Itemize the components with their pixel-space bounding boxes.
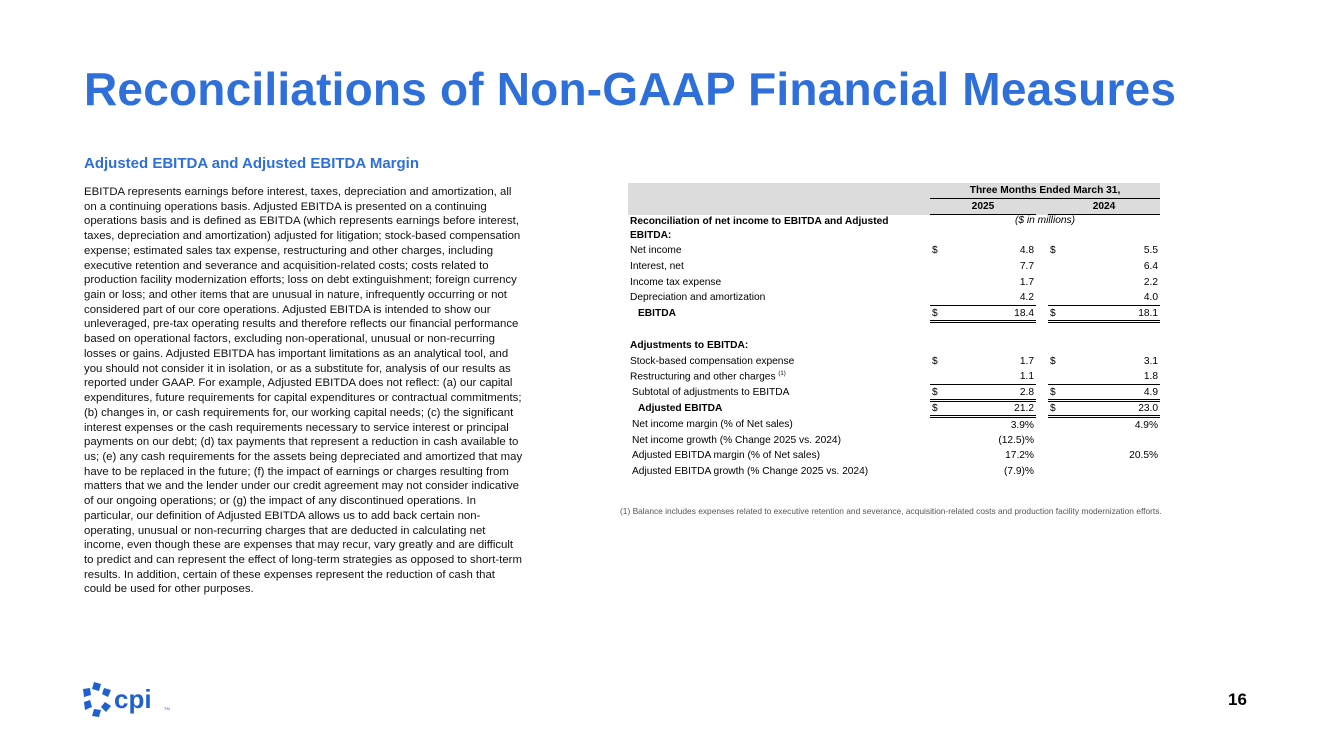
table-row [628,274,1160,290]
row-value-2024: 23.0 [1062,401,1160,417]
row-currency: $ [1048,401,1062,417]
row-value-2025: 7.7 [1019,260,1034,272]
row-value-2025: 1.7 [1019,276,1034,288]
row-currency [930,369,944,385]
section1-heading-row [628,215,1160,243]
row-currency [930,274,944,290]
row-currency: $ [930,385,944,401]
row-label: Restructuring and other charges [630,371,776,383]
section2-heading: Adjustments to EBITDA: [630,339,749,351]
metric-label: Adjusted EBITDA margin (% of Net sales) [632,450,820,462]
row-value-2024: 5.5 [1143,244,1159,256]
row-currency: $ [930,401,944,417]
row-value-2025: 18.4 [944,306,1036,322]
row-value-2024: 6.4 [1143,260,1159,272]
row-currency: $ [1050,244,1056,256]
spacer-row [628,322,1160,338]
metric-value-2025: 3.9% [1010,419,1034,431]
metric-value-2024: 4.9% [1134,419,1159,431]
row-value-2024: 3.1 [1143,355,1159,367]
row-currency: $ [1050,355,1056,367]
ebitda-row [628,306,1160,322]
adjusted-ebitda-row [628,401,1160,417]
reconciliation-table-container [628,183,1160,480]
row-currency: $ [1048,306,1062,322]
row-label: Interest, net [630,260,684,272]
row-currency: $ [932,355,938,367]
row-value-2025: 4.2 [944,290,1036,306]
year-2025-header: 2025 [930,199,1036,215]
footnote-marker: (1) [778,371,786,378]
metric-row [628,432,1160,448]
cpi-logo-tm: TM [164,706,170,711]
table-header-year-row [628,199,1160,215]
row-label: Income tax expense [630,276,722,288]
table-row [628,290,1160,306]
metric-label: Net income margin (% of Net sales) [632,418,793,430]
cpi-logo-mark-icon [83,682,111,717]
table-row [628,243,1160,259]
metric-row [628,464,1160,480]
metric-value-2024 [1048,464,1160,480]
row-currency [1048,369,1062,385]
row-value-2024: 4.0 [1062,290,1160,306]
period-header: Three Months Ended March 31, [930,183,1160,199]
row-value-2024: 2.2 [1143,276,1159,288]
row-currency [1048,290,1062,306]
row-label: Adjusted EBITDA [638,402,723,414]
units-label: ($ in millions) [1015,215,1076,227]
metric-value-2024: 20.5% [1129,450,1159,462]
table-row [628,258,1160,274]
row-label: Depreciation and amortization [630,292,766,304]
metric-value-2025: (7.9)% [1003,466,1034,478]
row-value-2025: 1.1 [944,369,1036,385]
row-value-2025: 2.8 [944,385,1036,401]
row-label: Stock-based compensation expense [630,355,795,367]
row-value-2024: 1.8 [1062,369,1160,385]
table-header-period-row [628,183,1160,199]
section2-heading-row [628,337,1160,353]
row-currency [1048,274,1062,290]
metric-value-2025: (12.5)% [998,434,1034,446]
section1-heading: Reconciliation of net income to EBITDA and Adjusted EBITDA: [630,215,889,241]
row-currency [930,290,944,306]
row-currency: $ [1048,385,1062,401]
section-subtitle: Adjusted EBITDA and Adjusted EBITDA Margin [84,155,420,172]
metric-row [628,448,1160,464]
row-label: EBITDA [638,308,676,320]
row-value-2024: 4.9 [1062,385,1160,401]
row-label: Net income [630,244,682,256]
metric-row [628,416,1160,432]
page-number: 16 [1228,690,1247,709]
subtotal-row [628,385,1160,401]
table-row [628,353,1160,369]
table-footnote: (1) Balance includes expenses related to executive retention and severance, acquisition-related costs and production facility modernization efforts. [620,506,1162,516]
row-currency: $ [932,244,938,256]
row-value-2024: 18.1 [1062,306,1160,322]
row-currency: $ [930,306,944,322]
reconciliation-table [628,183,1160,480]
row-currency [930,258,944,274]
row-value-2025: 21.2 [944,401,1036,417]
metric-value-2025: 17.2% [1005,450,1034,462]
ebitda-definition-text: EBITDA represents earnings before interest, taxes, depreciation and amortization, all on a continuing operations basis. Adjusted EBITDA is presented on a continuing operations basis and is defined as EBITDA (which represents earnings before interest, taxes, depreciation and amortization) adjusted for litigation; stock-based compensation expense; estimated sales tax expense, restructuring and other charges, including executive retention and severance and acquisition-related costs; costs related to production facility modernization efforts; loss on debt extinguishment; foreign currency gain or loss; and other items that are unusual in nature, infrequently occurring or not considered part of our core operations. Adjusted EBITDA is intended to show our unleveraged, pre-tax operating results and therefore reflects our financial performance based on operational factors, excluding non-operational, unusual or non-recurring losses or gains. Adjusted EBITDA has important limitations as an analytical tool, and you should not consider it in isolation, or as a substitute for, analysis of our results as reported under GAAP. For example, Adjusted EBITDA does not reflect: (a) our capital expenditures, future requirements for capital expenditures or contractual commitments; (b) changes in, or cash requirements for, our working capital needs; (c) the significant interest expenses or the cash requirements necessary to service interest or principal payments on our debt; (d) tax payments that represent a reduction in cash available to us; (e) any cash requirements for the assets being depreciated and amortized that may have to be replaced in the future; (f) the impact of earnings or charges resulting from matters that we and the lender under our credit agreement may not consider indicative of our ongoing operations; or (g) the impact of any discontinued operations. In particular, our definition of Adjusted EBITDA allows us to add back certain non-operating, unusual or non-recurring charges that are deducted in calculating net income, even though these are expenses that may recur, vary greatly and are difficult to predict and can represent the effect of long-term strategies as opposed to short-term results. In addition, certain of these expenses represent the reduction of cash that could be used for other purposes. [84,186,523,596]
cpi-logo-text: cpi [114,684,152,714]
cpi-logo [80,680,180,720]
metric-value-2024 [1048,432,1160,448]
metric-label: Adjusted EBITDA growth (% Change 2025 vs. 2024) [632,466,869,478]
row-currency [1048,258,1062,274]
row-value-2025: 1.7 [1019,355,1034,367]
page-title: Reconciliations of Non-GAAP Financial Measures [84,63,1177,115]
row-label: Subtotal of adjustments to EBITDA [632,387,790,399]
metric-label: Net income growth (% Change 2025 vs. 2024) [632,434,841,446]
row-label-with-footnote [628,369,928,385]
table-row [628,369,1160,385]
row-value-2025: 4.8 [1019,244,1034,256]
year-2024-header: 2024 [1048,199,1160,215]
